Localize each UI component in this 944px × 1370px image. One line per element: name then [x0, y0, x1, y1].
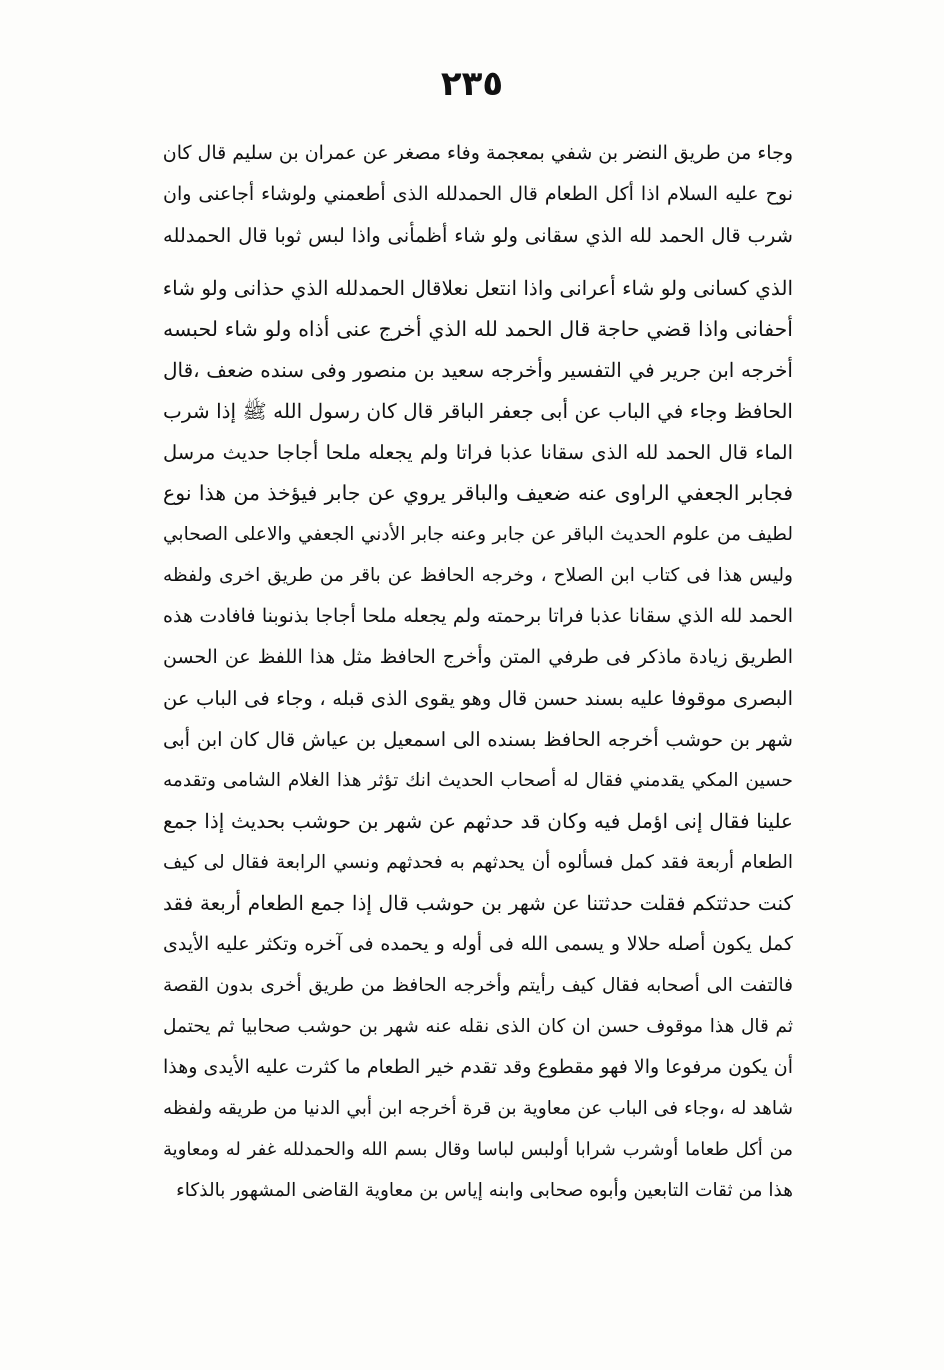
text-line: من أكل طعاما أوشرب شرابا أولبس لباسا وقال بسم الله والحمدلله غفر له ومعاوية — [163, 1139, 793, 1160]
text-body — [163, 133, 793, 1211]
text-line: كنت حدثتكم فقلت حدثتنا عن شهر بن حوشب قال إذا جمع الطعام أربعة فقد — [163, 891, 793, 915]
text-line: أحفانى واذا قضي حاجة قال الحمد لله الذي أخرج عنى أذاه ولو شاء لحبسه — [163, 317, 793, 341]
text-line: أن يكون مرفوعا والا فهو مقطوع وقد تقدم خير الطعام ما كثرت عليه الأيدى وهذا — [163, 1056, 793, 1078]
text-line: الحافظ وجاء في الباب عن أبى جعفر الباقر قال كان رسول الله ﷺ إذا شرب — [163, 399, 793, 423]
text-line: نوح عليه السلام اذا أكل الطعام قال الحمدلله الذى أطعمني ولوشاء أجاعنى وان — [163, 183, 793, 205]
text-line: الماء قال الحمد لله الذى سقانا عذبا فراتا ولم يجعله ملحا أجاجا حديث مرسل — [163, 441, 793, 464]
text-line: الذي كسانى ولو شاء أعرانى واذا انتعل نعلاقال الحمدلله الذي حذانى ولو شاء — [163, 276, 793, 300]
text-line: شاهد له ،وجاء فى الباب عن معاوية بن قرة أخرجه ابن أبي الدنيا من طريقه ولفظه — [163, 1098, 793, 1119]
text-line: الحمد لله الذي سقانا عذبا فراتا برحمته ولم يجعله ملحا أجاجا بذنوبنا فافادت هذه — [163, 605, 793, 627]
text-line: علينا فقال إنى اؤمل فيه وكان قد حدثهم عن شهر بن حوشب بحديث إذا جمع — [163, 809, 793, 833]
text-line: لطيف من علوم الحديث الباقر عن جابر وعنه جابر الأدني الجعفي والاعلى الصحابي — [163, 524, 793, 545]
text-line: وليس هذا فى كتاب ابن الصلاح ، وخرجه الحافظ عن باقر من طريق اخرى ولفظه — [163, 565, 793, 586]
text-line: كمل يكون أصله حلالا و يسمى الله فى أوله و يحمده فى آخره وتكثر عليه الأيدى — [163, 933, 793, 955]
text-line: البصرى موقوفا عليه بسند حسن قال وهو يقوى الذى قبله ، وجاء فى الباب عن — [163, 687, 793, 710]
page-number: ٢٣٥ — [440, 64, 504, 104]
text-line: وجاء من طريق النضر بن شفي بمعجمة وفاء مصغر عن عمران بن سليم قال كان — [163, 142, 793, 164]
text-line: الطريق زيادة ماذكر فى طرفي المتن وأخرج الحافظ مثل هذا اللفظ عن الحسن — [163, 646, 793, 668]
text-line: شهر بن حوشب أخرجه الحافظ بسنده الى اسمعيل بن عياش قال كان ابن أبى — [163, 728, 793, 751]
text-line: حسين المكي يقدمني فقال له أصحاب الحديث انك تؤثر هذا الغلام الشامى وتقدمه — [163, 770, 793, 791]
text-line: فالتفت الى أصحابه فقال كيف رأيتم وأخرجه الحافظ من طريق أخرى بدون القصة — [163, 975, 793, 996]
text-line: ثم قال هذا موقوف حسن ان كان الذى نقله عنه شهر بن حوشب صحابيا ثم يحتمل — [163, 1016, 793, 1037]
text-line: فجابر الجعفي الراوى عنه ضعيف والباقر يروي عن جابر فيؤخذ من هذا نوع — [163, 481, 793, 505]
text-line: أخرجه ابن جرير في التفسير وأخرجه سعيد بن منصور وفى سنده ضعف ،قال — [163, 358, 793, 382]
text-line: الطعام أربعة فقد كمل فسألوه أن يحدثهم به فحدثهم ونسي الرابعة فقال لى كيف — [163, 852, 793, 873]
text-line: شرب قال الحمد لله الذي سقانى ولو شاء أظمأنى واذا لبس ثوبا قال الحمدلله — [163, 224, 793, 247]
text-line: هذا من ثقات التابعين وأبوه صحابى وابنه إياس بن معاوية القاضى المشهور بالذكاء — [176, 1180, 793, 1201]
